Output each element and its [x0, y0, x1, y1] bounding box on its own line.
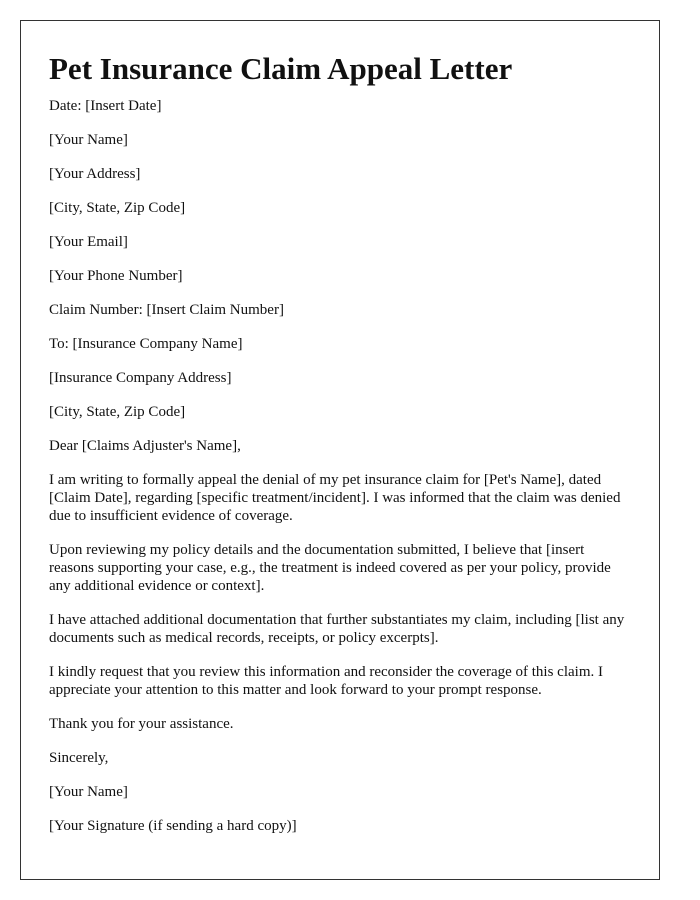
recipient-city-state-zip: [City, State, Zip Code] [49, 404, 186, 420]
body-paragraph-documentation: I have attached additional documentation that further substantiates my claim, including [list any documents such as medical records, receipts, or policy excerpts]. [49, 612, 625, 646]
body-paragraph-appeal: I am writing to formally appeal the denial of my pet insurance claim for [Pet's Name], dated [Claim Date], regarding [specific treatment/incident]. I was informed that the claim was denied due to insufficient evidence of coverage. [49, 472, 621, 524]
sender-city-state-zip: [City, State, Zip Code] [49, 200, 186, 216]
thanks-line: Thank you for your assistance. [49, 716, 234, 732]
sender-address: [Your Address] [49, 166, 141, 182]
recipient-address: [Insurance Company Address] [49, 370, 232, 386]
sender-name: [Your Name] [49, 132, 128, 148]
sender-phone: [Your Phone Number] [49, 268, 183, 284]
closing: Sincerely, [49, 750, 109, 766]
letter-date: Date: [Insert Date] [49, 98, 162, 114]
salutation: Dear [Claims Adjuster's Name], [49, 438, 241, 454]
claim-number: Claim Number: [Insert Claim Number] [49, 302, 284, 318]
body-paragraph-reasons: Upon reviewing my policy details and the documentation submitted, I believe that [insert reasons supporting your case, e.g., the treatment is indeed covered as per your policy, provide any additional evidence or context]. [49, 542, 611, 594]
sender-email: [Your Email] [49, 234, 128, 250]
letter-container [20, 20, 660, 880]
closing-name: [Your Name] [49, 784, 128, 800]
recipient-company: To: [Insurance Company Name] [49, 336, 243, 352]
signature-line: [Your Signature (if sending a hard copy)] [49, 818, 297, 834]
letter-title: Pet Insurance Claim Appeal Letter [49, 51, 513, 86]
body-paragraph-request: I kindly request that you review this information and reconsider the coverage of this claim. I appreciate your attention to this matter and look forward to your prompt response. [49, 664, 603, 698]
